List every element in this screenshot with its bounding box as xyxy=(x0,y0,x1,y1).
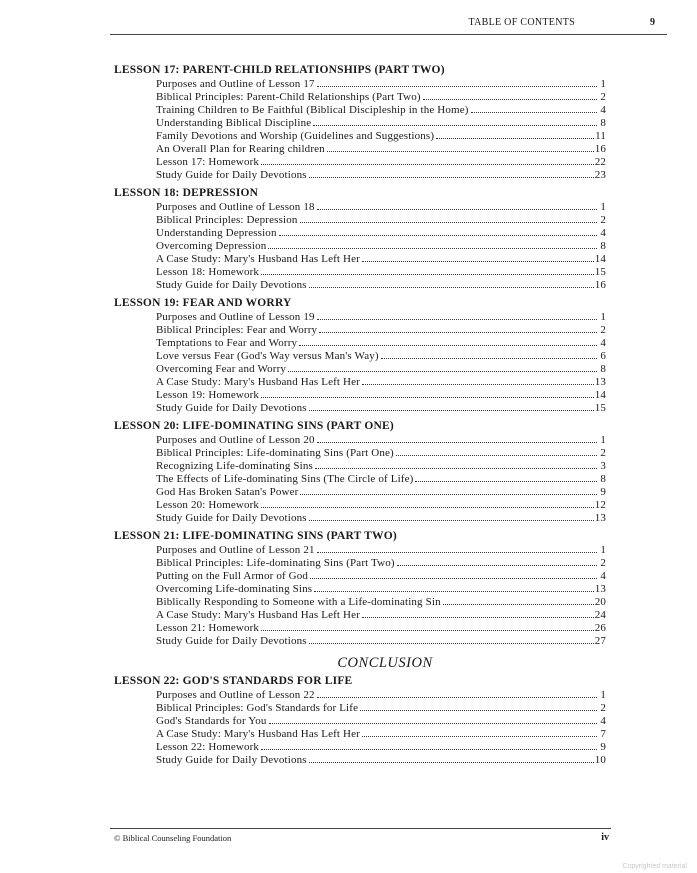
entry-title: Understanding Depression xyxy=(156,227,277,239)
entry-page: 4 xyxy=(600,104,606,116)
dot-leader xyxy=(362,384,594,385)
entry-title: Overcoming Fear and Worry xyxy=(156,363,287,375)
toc-entry[interactable] xyxy=(156,434,606,447)
entry-page: 23 xyxy=(594,169,606,181)
toc-entry[interactable] xyxy=(156,728,606,741)
entry-page: 1 xyxy=(600,434,606,446)
entry-title: Lesson 20: Homework xyxy=(156,499,260,511)
entry-title: Recognizing Life-dominating Sins xyxy=(156,460,313,472)
dot-leader xyxy=(261,749,597,750)
entry-page: 7 xyxy=(600,728,606,740)
dot-leader xyxy=(317,319,597,320)
toc-entry[interactable] xyxy=(156,350,606,363)
entry-title: Biblical Principles: Depression xyxy=(156,214,298,226)
lesson-section xyxy=(114,528,606,648)
toc-entry[interactable] xyxy=(156,570,606,583)
entry-page: 8 xyxy=(600,473,606,485)
entry-page: 4 xyxy=(600,227,606,239)
entry-page: 1 xyxy=(600,544,606,556)
entry-page: 16 xyxy=(594,279,606,291)
entry-title: Study Guide for Daily Devotions xyxy=(156,635,307,647)
table-of-contents xyxy=(114,62,606,767)
toc-entry[interactable] xyxy=(156,635,606,648)
entry-title: Purposes and Outline of Lesson 18 xyxy=(156,201,315,213)
dot-leader xyxy=(261,397,594,398)
entry-page: 15 xyxy=(594,402,606,414)
entry-title: Love versus Fear (God's Way versus Man's Way) xyxy=(156,350,379,362)
entry-title: Biblical Principles: Parent-Child Relationships (Part Two) xyxy=(156,91,421,103)
entry-page: 14 xyxy=(594,253,606,265)
dot-leader xyxy=(261,274,594,275)
entry-title: Lesson 21: Homework xyxy=(156,622,260,634)
toc-entry[interactable] xyxy=(156,689,606,702)
entry-title: Purposes and Outline of Lesson 19 xyxy=(156,311,315,323)
entry-title: A Case Study: Mary's Husband Has Left Her xyxy=(156,376,360,388)
entry-page: 26 xyxy=(594,622,606,634)
toc-entry[interactable] xyxy=(156,583,606,596)
toc-entry[interactable] xyxy=(156,557,606,570)
toc-entry[interactable] xyxy=(156,279,606,292)
entry-page: 1 xyxy=(600,689,606,701)
toc-entry[interactable] xyxy=(156,227,606,240)
entry-title: Study Guide for Daily Devotions xyxy=(156,402,307,414)
entry-title: God Has Broken Satan's Power xyxy=(156,486,299,498)
entry-page: 20 xyxy=(594,596,606,608)
toc-entry[interactable] xyxy=(156,240,606,253)
entry-page: 8 xyxy=(600,363,606,375)
toc-entry[interactable] xyxy=(156,376,606,389)
dot-leader xyxy=(317,697,597,698)
dot-leader xyxy=(397,565,597,566)
conclusion-title: CONCLUSION xyxy=(337,655,433,671)
lesson-section xyxy=(114,673,606,767)
toc-entry[interactable] xyxy=(156,214,606,227)
lesson-section xyxy=(114,418,606,525)
header-page-number: 9 xyxy=(650,17,655,28)
entry-page: 22 xyxy=(594,156,606,168)
entry-title: A Case Study: Mary's Husband Has Left Her xyxy=(156,728,360,740)
entry-page: 13 xyxy=(594,583,606,595)
toc-entry[interactable] xyxy=(156,156,606,169)
entry-page: 15 xyxy=(594,266,606,278)
toc-entry[interactable] xyxy=(156,337,606,350)
dot-leader xyxy=(315,468,597,469)
entry-title: Family Devotions and Worship (Guidelines and Suggestions) xyxy=(156,130,435,142)
dot-leader xyxy=(268,248,597,249)
dot-leader xyxy=(261,630,594,631)
entry-title: Temptations to Fear and Worry xyxy=(156,337,298,349)
lesson-heading: LESSON 20: LIFE-DOMINATING SINS (PART ONE) xyxy=(114,420,394,432)
toc-entry[interactable] xyxy=(156,715,606,728)
entry-title: Study Guide for Daily Devotions xyxy=(156,512,307,524)
toc-entry[interactable] xyxy=(156,512,606,525)
section-gap xyxy=(114,648,606,651)
toc-entry[interactable] xyxy=(156,324,606,337)
dot-leader xyxy=(443,604,594,605)
lesson-heading: LESSON 18: DEPRESSION xyxy=(114,187,259,199)
entry-title: Training Children to Be Faithful (Biblical Discipleship in the Home) xyxy=(156,104,469,116)
lesson-heading: LESSON 17: PARENT-CHILD RELATIONSHIPS (PART TWO) xyxy=(114,64,445,76)
entry-title: Purposes and Outline of Lesson 17 xyxy=(156,78,315,90)
dot-leader xyxy=(313,125,597,126)
entry-page: 8 xyxy=(600,117,606,129)
dot-leader xyxy=(317,209,597,210)
entry-title: Lesson 19: Homework xyxy=(156,389,260,401)
entry-title: Purposes and Outline of Lesson 22 xyxy=(156,689,315,701)
header-title: TABLE OF CONTENTS xyxy=(468,17,575,28)
dot-leader xyxy=(261,164,594,165)
footer-page-number: iv xyxy=(601,832,609,843)
toc-entry[interactable] xyxy=(156,544,606,557)
lesson-section xyxy=(114,295,606,415)
dot-leader xyxy=(471,112,597,113)
entry-page: 27 xyxy=(594,635,606,647)
entry-title: Purposes and Outline of Lesson 21 xyxy=(156,544,315,556)
entry-page: 10 xyxy=(594,754,606,766)
lesson-heading: LESSON 22: GOD'S STANDARDS FOR LIFE xyxy=(114,675,353,687)
dot-leader xyxy=(300,222,597,223)
dot-leader xyxy=(269,723,597,724)
toc-entry[interactable] xyxy=(156,311,606,324)
lesson-heading: LESSON 19: FEAR AND WORRY xyxy=(114,297,292,309)
toc-entry[interactable] xyxy=(156,253,606,266)
toc-entry[interactable] xyxy=(156,702,606,715)
entry-page: 2 xyxy=(600,91,606,103)
toc-entry[interactable] xyxy=(156,596,606,609)
entry-page: 9 xyxy=(600,741,606,753)
entry-title: Study Guide for Daily Devotions xyxy=(156,169,307,181)
toc-entry[interactable] xyxy=(156,104,606,117)
entry-title: Understanding Biblical Discipline xyxy=(156,117,312,129)
dot-leader xyxy=(317,552,597,553)
entry-title: Purposes and Outline of Lesson 20 xyxy=(156,434,315,446)
toc-entry[interactable] xyxy=(156,499,606,512)
lesson-section xyxy=(114,62,606,182)
dot-leader xyxy=(360,710,597,711)
entry-page: 14 xyxy=(594,389,606,401)
entry-page: 8 xyxy=(600,240,606,252)
entry-page: 13 xyxy=(594,376,606,388)
toc-entry[interactable] xyxy=(156,460,606,473)
dot-leader xyxy=(362,736,597,737)
entry-title: Biblical Principles: God's Standards for Life xyxy=(156,702,359,714)
page-footer xyxy=(110,828,611,849)
toc-entry[interactable] xyxy=(156,389,606,402)
dot-leader xyxy=(309,177,594,178)
entry-page: 1 xyxy=(600,78,606,90)
dot-leader xyxy=(310,578,597,579)
toc-entry[interactable] xyxy=(156,130,606,143)
entry-page: 2 xyxy=(600,557,606,569)
dot-leader xyxy=(362,261,594,262)
dot-leader xyxy=(309,287,594,288)
dot-leader xyxy=(288,371,597,372)
entry-page: 13 xyxy=(594,512,606,524)
toc-entry[interactable] xyxy=(156,117,606,130)
dot-leader xyxy=(319,332,597,333)
toc-entry[interactable] xyxy=(156,486,606,499)
entry-page: 16 xyxy=(594,143,606,155)
toc-entry[interactable] xyxy=(156,609,606,622)
entry-page: 2 xyxy=(600,702,606,714)
entry-page: 4 xyxy=(600,337,606,349)
entry-title: Lesson 18: Homework xyxy=(156,266,260,278)
entry-title: Putting on the Full Armor of God xyxy=(156,570,309,582)
entry-page: 2 xyxy=(600,324,606,336)
dot-leader xyxy=(317,86,597,87)
dot-leader xyxy=(309,643,594,644)
dot-leader xyxy=(423,99,597,100)
entry-title: The Effects of Life-dominating Sins (The Circle of Life) xyxy=(156,473,414,485)
dot-leader xyxy=(415,481,597,482)
entry-title: Overcoming Depression xyxy=(156,240,267,252)
entry-page: 6 xyxy=(600,350,606,362)
entry-title: Study Guide for Daily Devotions xyxy=(156,279,307,291)
entry-page: 9 xyxy=(600,486,606,498)
lesson-heading: LESSON 21: LIFE-DOMINATING SINS (PART TWO) xyxy=(114,530,397,542)
entry-title: Study Guide for Daily Devotions xyxy=(156,754,307,766)
toc-entry[interactable] xyxy=(156,402,606,415)
watermark: Copyrighted material xyxy=(622,863,687,870)
dot-leader xyxy=(279,235,597,236)
toc-entry[interactable] xyxy=(156,741,606,754)
entry-title: A Case Study: Mary's Husband Has Left Her xyxy=(156,253,360,265)
dot-leader xyxy=(314,591,594,592)
entry-title: God's Standards for You xyxy=(156,715,267,727)
dot-leader xyxy=(327,151,594,152)
dot-leader xyxy=(309,410,594,411)
footer-copyright: © Biblical Counseling Foundation xyxy=(114,833,232,843)
dot-leader xyxy=(261,507,594,508)
dot-leader xyxy=(396,455,597,456)
entry-title: Biblical Principles: Life-dominating Sins (Part Two) xyxy=(156,557,395,569)
entry-page: 4 xyxy=(600,570,606,582)
entry-page: 11 xyxy=(595,130,606,142)
entry-page: 1 xyxy=(600,311,606,323)
dot-leader xyxy=(362,617,594,618)
entry-page: 2 xyxy=(600,214,606,226)
dot-leader xyxy=(436,138,594,139)
entry-title: Biblical Principles: Fear and Worry xyxy=(156,324,318,336)
toc-entry[interactable] xyxy=(156,447,606,460)
running-header xyxy=(110,14,667,35)
entry-title: Lesson 17: Homework xyxy=(156,156,260,168)
toc-entry[interactable] xyxy=(156,266,606,279)
entry-page: 4 xyxy=(600,715,606,727)
lesson-section xyxy=(114,185,606,292)
dot-leader xyxy=(309,520,594,521)
toc-entry[interactable] xyxy=(156,754,606,767)
toc-entry[interactable] xyxy=(156,143,606,156)
toc-entry[interactable] xyxy=(156,201,606,214)
entry-page: 1 xyxy=(600,201,606,213)
entry-title: Biblical Principles: Life-dominating Sins (Part One) xyxy=(156,447,394,459)
entry-title: An Overall Plan for Rearing children xyxy=(156,143,325,155)
entry-title: Overcoming Life-dominating Sins xyxy=(156,583,313,595)
entry-page: 12 xyxy=(594,499,606,511)
toc-entry[interactable] xyxy=(156,169,606,182)
entry-title: A Case Study: Mary's Husband Has Left Her xyxy=(156,609,360,621)
entry-page: 2 xyxy=(600,447,606,459)
dot-leader xyxy=(317,442,597,443)
toc-entry[interactable] xyxy=(156,363,606,376)
entry-title: Biblically Responding to Someone with a Life-dominating Sin xyxy=(156,596,441,608)
toc-entry[interactable] xyxy=(156,91,606,104)
entry-title: Lesson 22: Homework xyxy=(156,741,260,753)
dot-leader xyxy=(299,345,597,346)
toc-entry[interactable] xyxy=(156,473,606,486)
dot-leader xyxy=(300,494,597,495)
toc-entry[interactable] xyxy=(156,78,606,91)
dot-leader xyxy=(381,358,597,359)
entry-page: 24 xyxy=(594,609,606,621)
toc-entry[interactable] xyxy=(156,622,606,635)
entry-page: 3 xyxy=(600,460,606,472)
dot-leader xyxy=(309,762,594,763)
